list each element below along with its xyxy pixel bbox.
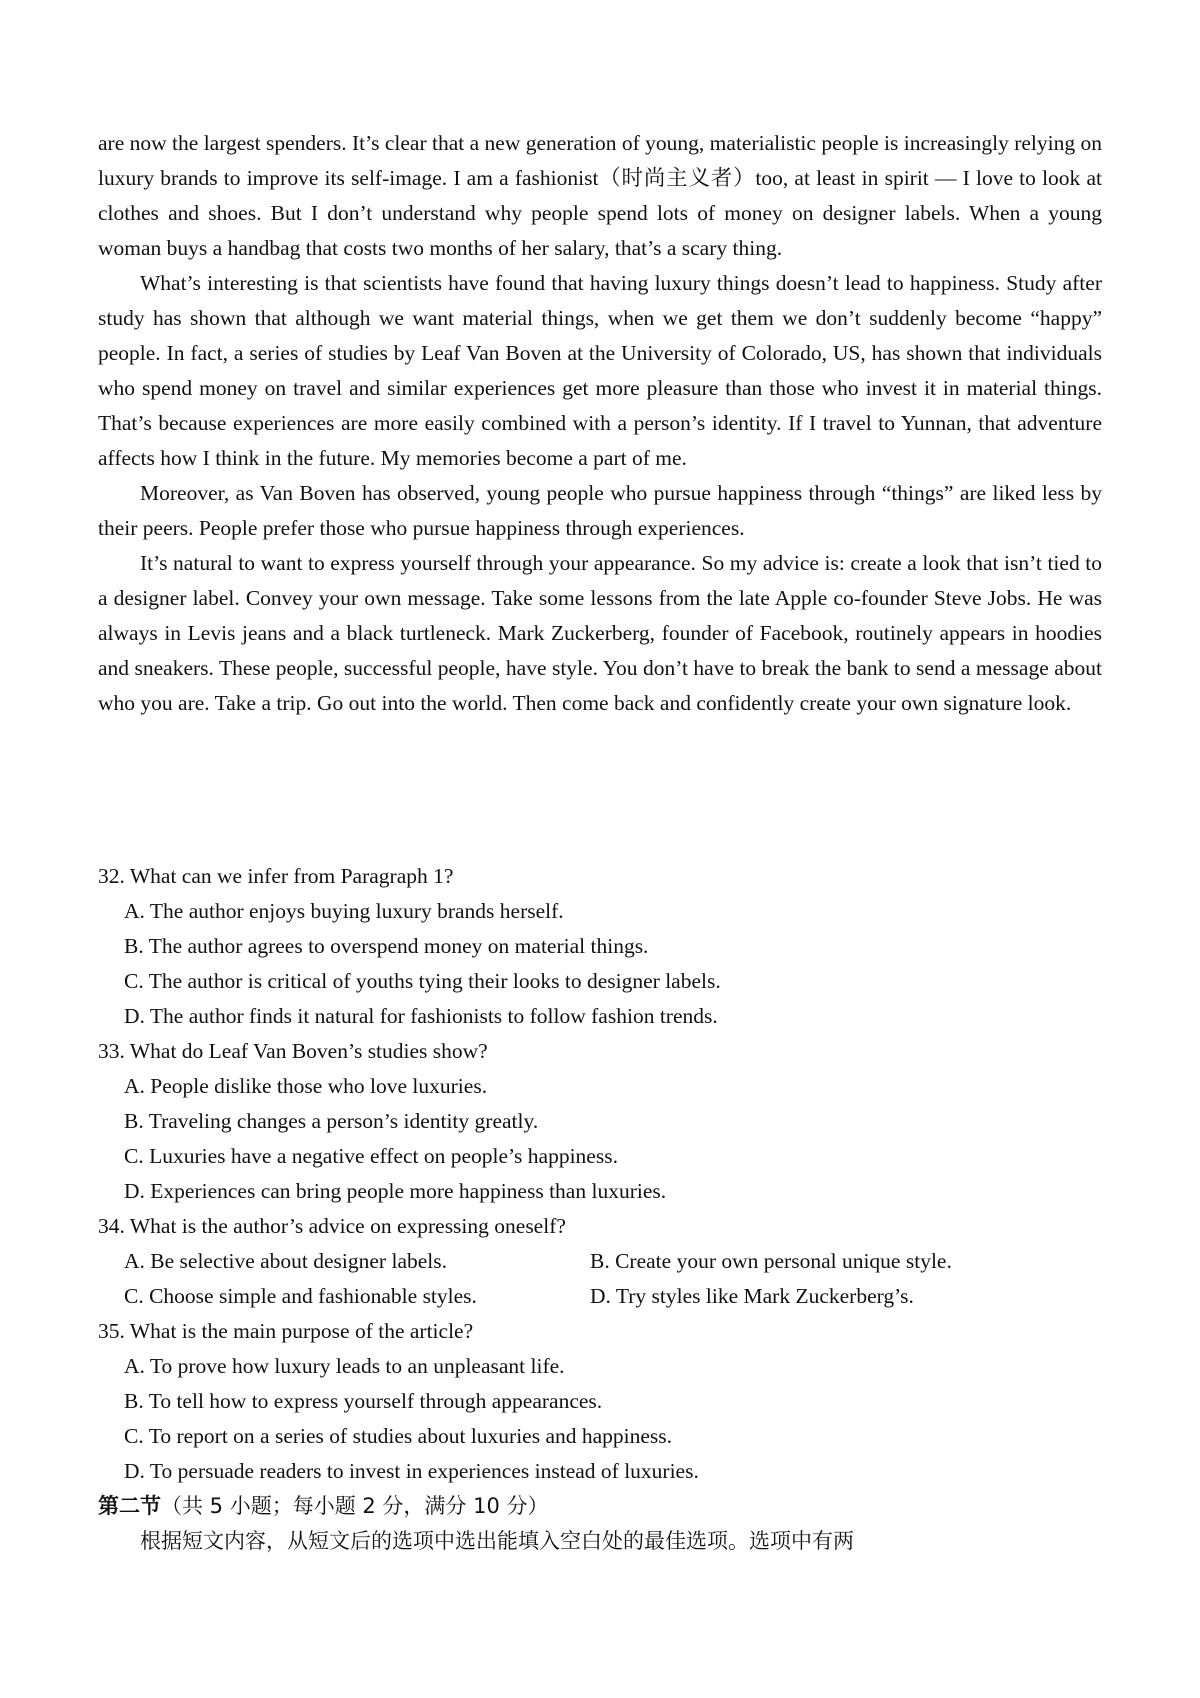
- option-c: C. Luxuries have a negative effect on people’s happiness.: [124, 1144, 618, 1168]
- option-row: [124, 1279, 1102, 1314]
- question-stem: 34. What is the author’s advice on expressing oneself?: [98, 1214, 566, 1238]
- option-d: D. The author finds it natural for fashionists to follow fashion trends.: [124, 1004, 718, 1028]
- section-heading: [98, 1489, 1102, 1524]
- section-title: 第二节: [98, 1494, 161, 1518]
- option-b: B. Create your own personal unique style.: [590, 1249, 952, 1273]
- option-a: A. Be selective about designer labels.: [124, 1249, 447, 1273]
- option-c: C. Choose simple and fashionable styles.: [124, 1284, 477, 1308]
- passage-paragraph-1: are now the largest spenders. It’s clear that a new generation of young, materialistic people is increasingly relying on luxury brands to improve its self-image. I am a fashionist（时尚主义者）too, at least in spirit — I love to look at clothes and shoes. But I don’t understand why people spend lots of money on designer labels. When a young woman buys a handbag that costs two months of her salary, that’s a scary thing.: [98, 131, 1102, 260]
- option-a: A. People dislike those who love luxuries.: [124, 1074, 488, 1098]
- option-c: C. To report on a series of studies about luxuries and happiness.: [124, 1424, 673, 1448]
- passage-paragraph-2: What’s interesting is that scientists have found that having luxury things doesn’t lead to happiness. Study after study has shown that although we want material things, when we get them we don’t suddenly become “happy” people. In fact, a series of studies by Leaf Van Boven at the University of Colorado, US, has shown that individuals who spend money on travel and similar experiences get more pleasure than those who invest it in material things. That’s because experiences are more easily combined with a person’s identity. If I travel to Yunnan, that adventure affects how I think in the future. My memories become a part of me.: [98, 271, 1102, 470]
- question-33: [98, 1034, 1102, 1209]
- option-a: A. The author enjoys buying luxury brands herself.: [124, 899, 564, 923]
- section-instruction: 根据短文内容，从短文后的选项中选出能填入空白处的最佳选项。选项中有两: [140, 1529, 854, 1553]
- option-b: B. Traveling changes a person’s identity greatly.: [124, 1109, 539, 1133]
- question-35: [98, 1314, 1102, 1489]
- question-stem: 32. What can we infer from Paragraph 1?: [98, 864, 454, 888]
- question-list: [98, 859, 1102, 1559]
- option-b: B. The author agrees to overspend money on material things.: [124, 934, 649, 958]
- question-34: [98, 1209, 1102, 1314]
- option-c: C. The author is critical of youths tying their looks to designer labels.: [124, 969, 721, 993]
- question-stem: 33. What do Leaf Van Boven’s studies show?: [98, 1039, 488, 1063]
- question-stem: 35. What is the main purpose of the article?: [98, 1319, 474, 1343]
- option-d: D. Try styles like Mark Zuckerberg’s.: [590, 1284, 914, 1308]
- passage-paragraph-3: Moreover, as Van Boven has observed, young people who pursue happiness through “things” are liked less by their peers. People prefer those who pursue happiness through experiences.: [98, 481, 1102, 540]
- option-d: D. To persuade readers to invest in experiences instead of luxuries.: [124, 1459, 699, 1483]
- option-d: D. Experiences can bring people more happiness than luxuries.: [124, 1179, 667, 1203]
- question-32: [98, 859, 1102, 1034]
- option-b: B. To tell how to express yourself through appearances.: [124, 1389, 603, 1413]
- reading-passage: [98, 126, 1102, 721]
- passage-paragraph-4: It’s natural to want to express yourself through your appearance. So my advice is: create a look that isn’t tied to a designer label. Convey your own message. Take some lessons from the late Apple co-founder Steve Jobs. He was always in Levis jeans and a black turtleneck. Mark Zuckerberg, founder of Facebook, routinely appears in hoodies and sneakers. These people, successful people, have style. You don’t have to break the bank to send a message about who you are. Take a trip. Go out into the world. Then come back and confidently create your own signature look.: [98, 551, 1102, 715]
- option-a: A. To prove how luxury leads to an unpleasant life.: [124, 1354, 565, 1378]
- option-row: [124, 1244, 1102, 1279]
- section-detail: （共 5 小题；每小题 2 分，满分 10 分）: [161, 1494, 549, 1518]
